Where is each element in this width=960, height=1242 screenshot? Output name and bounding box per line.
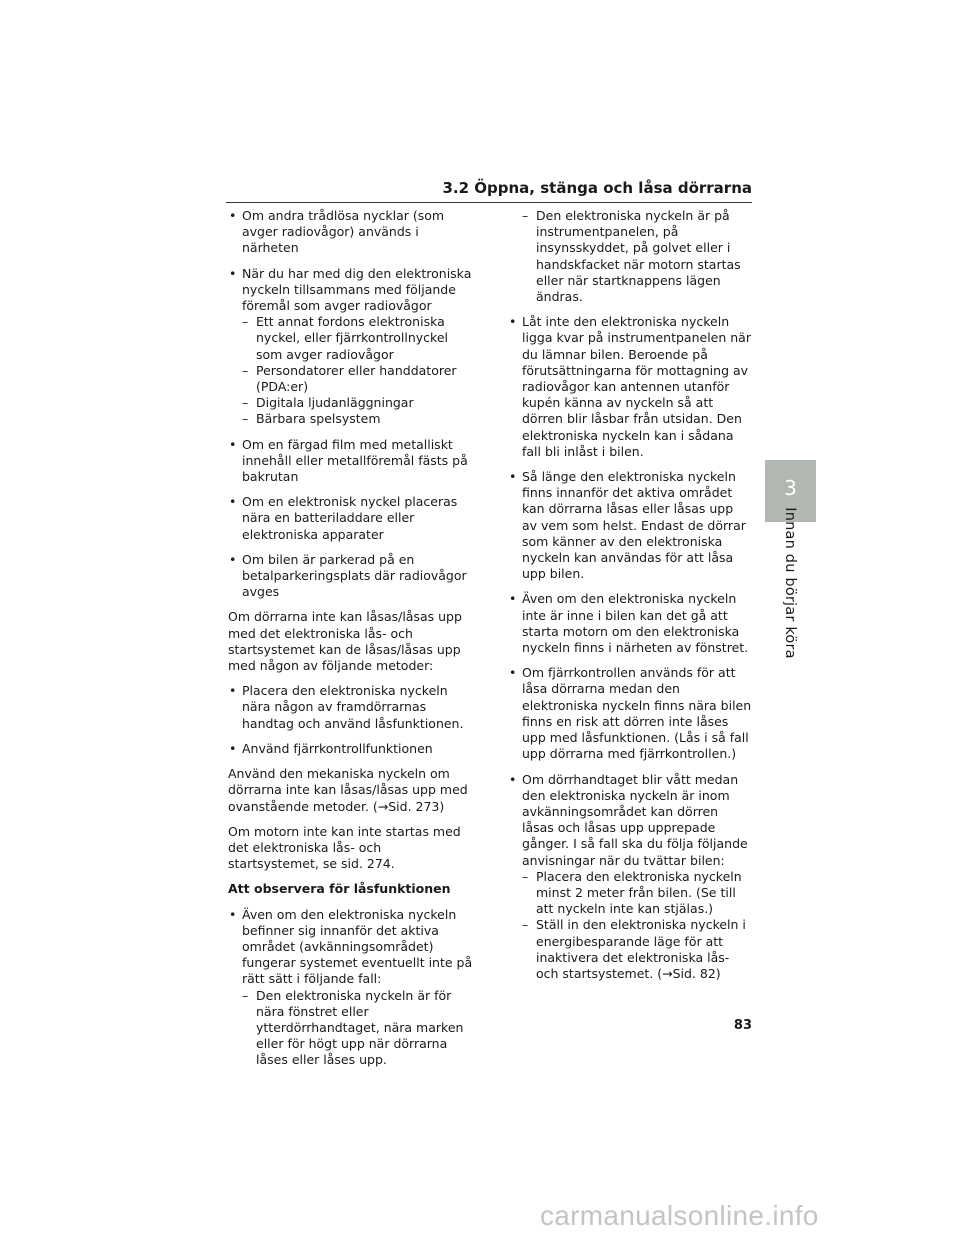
subheading: Att observera för låsfunktionen (228, 881, 451, 897)
sub-list-item: – Ett annat fordons elektroniska nyckel, eller fjärrkontrollnyckel som avger radiovågor (242, 314, 448, 362)
right-column (508, 208, 752, 982)
list-item: • Om andra trådlösa nycklar (som avger radiovågor) används i närheten (229, 208, 445, 256)
chapter-number: 3 (784, 476, 797, 500)
sub-list-item: – Den elektroniska nyckeln är för nära fönstret eller ytterdörrhandtaget, nära marken eller för högt upp när dörrarna låses eller låses upp. (242, 987, 464, 1068)
watermark: carmanualsonline.info (540, 1200, 819, 1231)
sub-list-item: – Persondatorer eller handdatorer (PDA:er) (242, 362, 457, 395)
list-item: • Om en elektronisk nyckel placeras nära en batteriladdare eller elektroniska apparater (229, 494, 458, 542)
paragraph: Använd den mekaniska nyckeln om dörrarna inte kan låsas/låsas upp med ovanstående metoder. (→Sid. 273) (228, 766, 468, 814)
list-item: • Placera den elektroniska nyckeln nära någon av framdörrarnas handtag och använd låsfunktionen. (229, 683, 464, 731)
list-item: • Använd fjärrkontrollfunktionen (229, 740, 433, 756)
chapter-title: Innan du börjar köra (782, 507, 798, 659)
list-item: • Om bilen är parkerad på en betalparkeringsplats där radiovågor avges (229, 551, 467, 600)
page-number: 83 (733, 1018, 752, 1033)
paragraph: Om motorn inte kan inte startas med det elektroniska lås- och startsystemet, se sid. 274. (228, 823, 461, 872)
paragraph: Om dörrarna inte kan låsas/låsas upp med det elektroniska lås- och startsystemet kan de låsas/låsas upp med någon av följande metoder: (228, 609, 462, 674)
left-column (228, 208, 474, 1069)
list-item: • Om dörrhandtaget blir vått medan den elektroniska nyckeln är inom avkänningsområdet kan dörren låsas och låsas upp upprepade gånger. I så fall ska du följa följande anvisningar när du tvättar bilen: (509, 771, 748, 868)
list-item: • Låt inte den elektroniska nyckeln ligga kvar på instrumentpanelen när du lämnar bilen. Beroende på förutsättningarna för mottagning av radiovågor kan antennen utanför kupén känna av nyckeln så att dörren blir låsbar från utsidan. Den elektroniska nyckeln kan i sådana fall bli inlåst i bilen. (509, 314, 751, 459)
list-item: • Även om den elektroniska nyckeln inte är inne i bilen kan det gå att starta motorn om den elektroniska nyckeln finns i närheten av fönstret. (509, 591, 749, 656)
sub-list-item: – Digitala ljudanläggningar (242, 395, 414, 411)
sub-list-item: – Placera den elektroniska nyckeln minst 2 meter från bilen. (Se till att nyckeln inte kan stjälas.) (522, 868, 742, 917)
sub-list-item: – Bärbara spelsystem (242, 411, 381, 427)
section-header: 3.2 Öppna, stänga och låsa dörrarna (226, 179, 752, 203)
list-item: • När du har med dig den elektroniska nyckeln tillsammans med följande föremål som avger radiovågor (229, 265, 472, 314)
sub-list-item: – Ställ in den elektroniska nyckeln i energibesparande läge för att inaktivera det elektroniska lås- och startsystemet. (→Sid. 82) (522, 917, 746, 981)
sub-list-item: – Den elektroniska nyckeln är på instrumentpanelen, på insynsskyddet, på golvet eller i handskfacket när motorn startas eller när startknappens lägen ändras. (522, 208, 741, 305)
list-item: • Även om den elektroniska nyckeln befinner sig innanför det aktiva området (avkänningsområdet) fungerar systemet eventuellt inte på rätt sätt i följande fall: (229, 906, 473, 987)
list-item: • Om en färgad film med metalliskt innehåll eller metallföremål fästs på bakrutan (229, 436, 468, 485)
list-item: • Så länge den elektroniska nyckeln finns innanför det aktiva området kan dörrarna låsas eller låsas upp av vem som helst. Endast de dörrar som känner av den elektroniska nyckeln kan användas för att låsa upp bilen. (509, 469, 746, 582)
list-item: • Om fjärrkontrollen används för att låsa dörrarna medan den elektroniska nyckeln finns nära bilen finns en risk att dörren inte låses upp med låsfunktionen. (Lås i så fall upp dörrarna med fjärrkontrollen.) (509, 665, 752, 762)
